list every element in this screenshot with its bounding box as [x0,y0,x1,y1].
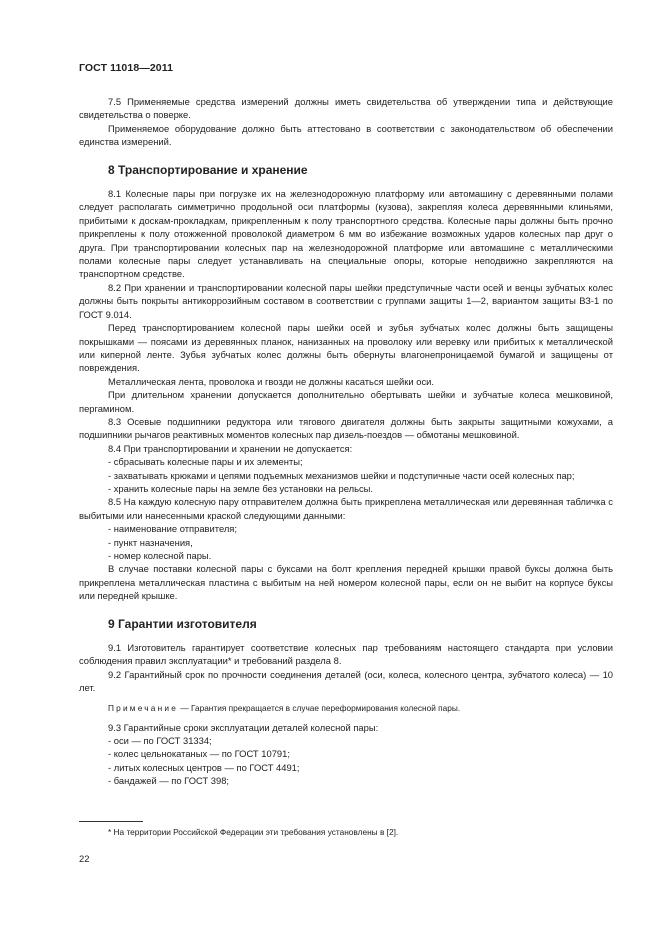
list-item: - захватывать крюками и цепями подъемных механизмов шейки и подступичные части осей колесных пар; [108,469,575,481]
paragraph-9-2: 9.2 Гарантийный срок по прочности соединения деталей (оси, колеса, колесного центра, зубчатого колеса) — 10 лет. [79,668,613,694]
list-item: - литых колесных центров — по ГОСТ 4491; [108,761,300,773]
list-item: - оси — по ГОСТ 31334; [108,735,212,747]
section-9-heading: 9 Гарантии изготовителя [108,616,257,631]
paragraph-7-5: 7.5 Применяемые средства измерений должны иметь свидетельства об утверждении типа и действующие свидетельства о поверке. [79,96,613,121]
list-item: - пункт назначения, [108,536,193,548]
paragraph-8-2-storage: При длительном хранении допускается дополнительно обертывать шейки и зубчатые колеса мешковиной, пергамином. [79,389,613,414]
document-body [79,95,613,788]
list-item: - номер колесной пары. [108,550,212,561]
note-text: — Гарантия прекращается в случае переформирования колесной пары. [178,702,461,713]
page-number: 22 [79,853,90,864]
paragraph-8-1: 8.1 Колесные пары при погрузке их на железнодорожную платформу или автомашину с деревянными полами следует располагать симметрично продольной оси платформы (кузова), закрепляя колеса деревянными клиньями, прибитыми к доскам-прокладкам, прикрепленным к полу транспортного средства. Колесные пары должны быть прочно прикреплены к полу отожженной проволокой диаметром 6 мм во избежание возможных ударов колесных пар друг о друга. При транспортировании колесных пар на железнодорожной платформе или автомашине с металлическими полами колесные пары следует устанавливать на специальные опоры, которые неподвижно закрепляются на транспортном средстве. [79,188,613,280]
footnote: * На территории Российской Федерации эти требования установлены в [2]. [108,827,399,837]
paragraph-8-2-covers: Перед транспортированием колесной пары шейки осей и зубья зубчатых колес должны быть защищены покрышками — поясами из деревянных планок, нанизанных на проволоку или веревку или прибитых к металлической или киперной ленте. Зубья зубчатых колес должны быть обернуты влагонепроницаемой бумагой и защищены от повреждения. [79,322,613,374]
list-item: - наименование отправителя; [108,523,237,535]
note [79,702,613,714]
list-item: - хранить колесные пары на земле без установки на рельсы. [108,482,374,494]
note-label: Примечание [108,702,179,713]
paragraph-9-3: 9.3 Гарантийные сроки эксплуатации деталей колесной пары: [108,721,379,733]
document-header: ГОСТ 11018—2011 [79,62,174,74]
list-item: - сбрасывать колесные пары и их элементы; [108,456,303,468]
list-item: - бандажей — по ГОСТ 398; [108,775,230,787]
paragraph-8-5-axlebox: В случае поставки колесной пары с буксами на болт крепления передней крышки правой буксы должна быть прикреплена металлическая пластина с выбитым на ней номером колесной пары, если он не выбит на корпусе буксы или передней крышке. [79,563,613,602]
paragraph-8-5: 8.5 На каждую колесную пару отправителем должна быть прикреплена металлическая или деревянная табличка с выбитыми или нанесенными краской следующими данными: [79,496,613,521]
paragraph-8-2: 8.2 При хранении и транспортировании колесной пары шейки предступичные части осей и венцы зубчатых колес должны быть покрыты антикоррозийным составом в соответствии с группами защиты 1—2, вариантом защиты ВЗ-1 по ГОСТ 9.014. [79,281,613,320]
paragraph-9-1: 9.1 Изготовитель гарантирует соответствие колесных пар требованиям настоящего стандарта при условии соблюдения правил эксплуатации* и требований раздела 8. [79,642,613,667]
paragraph-8-2-tape: Металлическая лента, проволока и гвозди не должны касаться шейки оси. [108,375,434,387]
paragraph-8-4: 8.4 При транспортировании и хранении не допускается: [108,442,353,454]
paragraph-8-3: 8.3 Осевые подшипники редуктора или тягового двигателя должны быть закрыты защитными кожухами, а подшипники рычагов реактивных моментов колесных пар дизель-поездов — обмотаны мешковиной. [79,415,613,441]
footnote-divider [79,821,143,822]
section-8-heading: 8 Транспортирование и хранение [108,162,308,177]
list-item: - колес цельнокатаных — по ГОСТ 10791; [108,748,290,760]
paragraph-7-5-equipment: Применяемое оборудование должно быть аттестовано в соответствии с законодательством об обеспечении единства измерений. [79,122,613,148]
